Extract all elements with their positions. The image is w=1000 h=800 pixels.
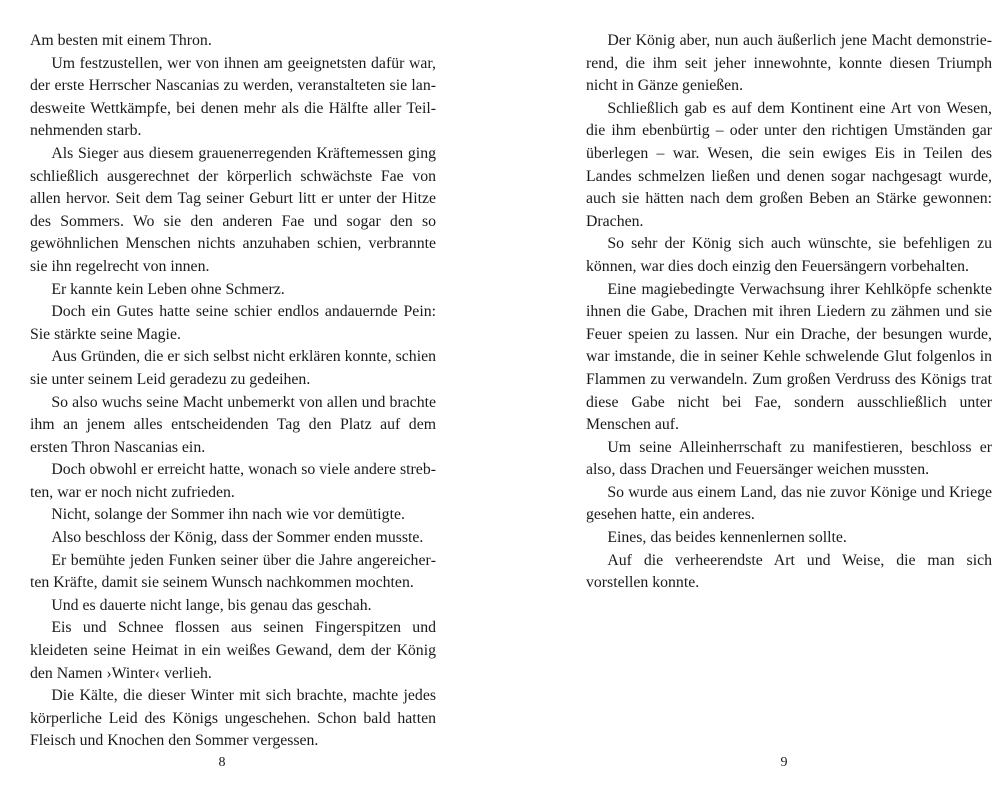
- paragraph: Aus Gründen, die er sich selbst nicht erklären konnte, schien sie unter seinem Leid geradezu zu gedeihen.: [30, 348, 436, 388]
- right-page: [586, 30, 992, 595]
- paragraph: Er bemühte jeden Funken seiner über die Jahre angereicherten Kräfte, damit sie seinem Wunsch nachkommen mochten.: [30, 551, 436, 592]
- paragraph: Der König aber, nun auch äußerlich jene Macht demonstrierend, die ihm seit jeher innewohnte, konnte diesen Triumph nicht in Gänze genießen.: [586, 32, 992, 95]
- paragraph: So sehr der König sich auch wünschte, sie befehligen zu können, war dies doch einzig den Feuersängern vorbehalten.: [586, 235, 992, 275]
- paragraph: Um seine Alleinherrschaft zu manifestieren, beschloss er also, dass Drachen und Feuersänger weichen mussten.: [586, 438, 992, 479]
- paragraph: Als Sieger aus diesem grauenerregenden Kräftemessen ging schließlich ausgerechnet der körperlich schwächste Fae von allen hervor. Seit dem Tag seiner Geburt litt er unter der Hitze des Sommers. Wo sie den anderen Fae und sogar den so gewöhnlichen Menschen nichts anzuhaben schien, verbrannte sie ihn regelrecht von innen.: [30, 144, 436, 275]
- page-number-left: 8: [218, 755, 226, 770]
- left-page: [30, 30, 436, 753]
- paragraph: Um festzustellen, wer von ihnen am geeignetsten dafür war, der erste Herrscher Nascanias zu werden, veranstalteten sie landesweite Wettkämpfe, bei denen mehr als die Hälfte aller Teilnehmenden starb.: [30, 54, 436, 140]
- paragraph: Schließlich gab es auf dem Kontinent eine Art von Wesen, die ihm ebenbürtig – oder unter den richtigen Umständen gar überlegen – war. Wesen, die sein ewiges Eis in Teilen des Landes schmelzen ließen und denen sogar nachgesagt wurde, auch sie hätten nach dem großen Beben an Stärke gewonnen: Drachen.: [586, 99, 992, 230]
- paragraph: Und es dauerte nicht lange, bis genau das geschah.: [51, 596, 372, 614]
- page-number-right: 9: [780, 755, 788, 770]
- paragraph: Eine magiebedingte Verwachsung ihrer Kehlköpfe schenkte ihnen die Gabe, Drachen mit ihren Liedern zu zähmen und sie Feuer speien zu lassen. Nur ein Drache, der besungen wurde, war imstande, die in seiner Kehle schwelende Glut folgenlos in Flammen zu verwandeln. Zum großen Verdruss des Königs trat diese Gabe nicht bei Fae, sondern ausschließlich unter Menschen auf.: [586, 280, 992, 434]
- paragraph: So wurde aus einem Land, das nie zuvor Könige und Kriege gesehen hatte, ein anderes.: [586, 483, 992, 524]
- paragraph: Doch obwohl er erreicht hatte, wonach so viele andere strebten, war er noch nicht zufrieden.: [30, 461, 436, 501]
- paragraph: Eines, das beides kennenlernen sollte.: [607, 529, 847, 547]
- paragraph: Also beschloss der König, dass der Sommer enden musste.: [51, 529, 424, 547]
- paragraph: Eis und Schnee flossen aus seinen Fingerspitzen und kleideten seine Heimat in ein weißes Gewand, dem der König den Namen ›Winter‹ verlieh.: [30, 619, 436, 682]
- paragraph: Doch ein Gutes hatte seine schier endlos andauernde Pein: Sie stärkte seine Magie.: [30, 303, 436, 343]
- paragraph: Auf die verheerendste Art und Weise, die man sich vorstellen konnte.: [586, 551, 992, 592]
- paragraph: Die Kälte, die dieser Winter mit sich brachte, machte jedes körperliche Leid des Königs ungeschehen. Schon bald hatten Fleisch und Knochen den Sommer vergessen.: [30, 687, 436, 750]
- paragraph: Er kannte kein Leben ohne Schmerz.: [51, 280, 285, 298]
- paragraph: So also wuchs seine Macht unbemerkt von allen und brachte ihm an jenem alles entscheidenden Tag den Platz auf dem ersten Thron Nascanias ein.: [30, 393, 436, 456]
- paragraph: Am besten mit einem Thron.: [30, 32, 212, 49]
- paragraph: Nicht, solange der Sommer ihn nach wie vor demütigte.: [51, 506, 405, 524]
